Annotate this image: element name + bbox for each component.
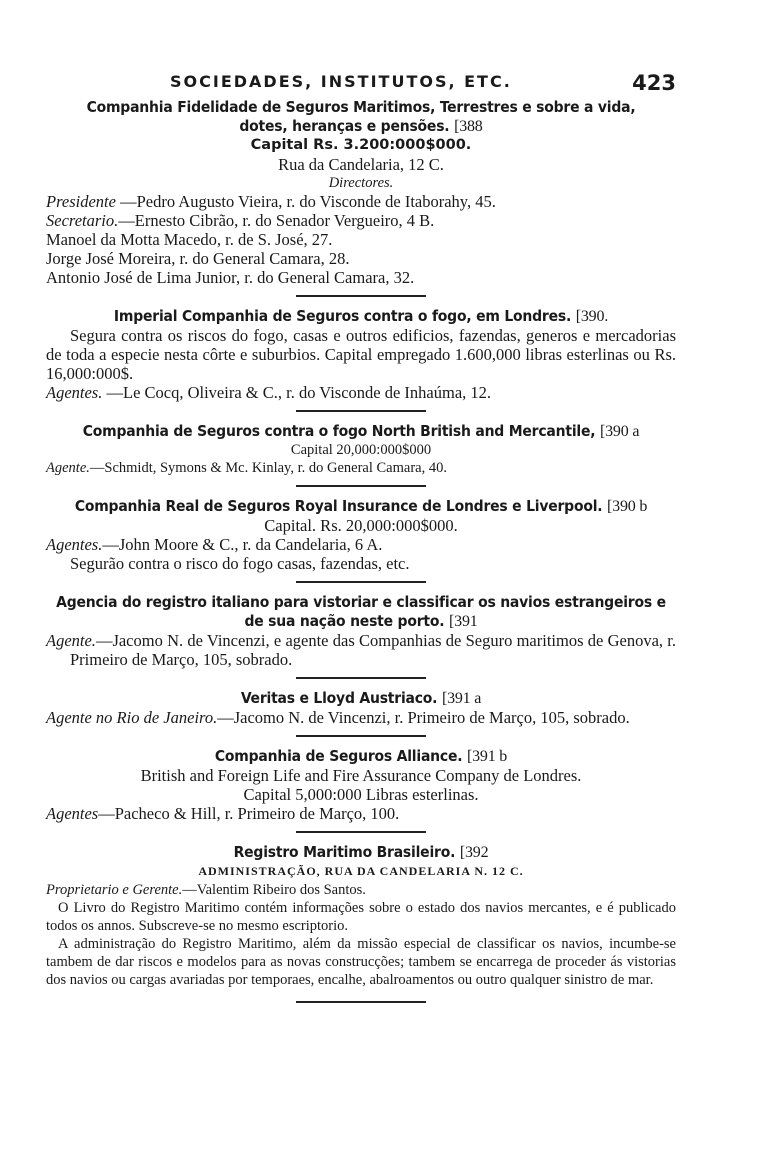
paragraph: A administração do Registro Maritimo, além da missão especial de classificar os navios, incumbe-se tambem de dar riscos e modelos para as novas construcções; tambem se encarrega de proceder ás vistorias dos navios ou cargas avariadas por temporaes, encalhe, abalroamentos ou outro qualquer sinistro de mar.: [46, 936, 676, 988]
section-fidelidade: [46, 98, 676, 287]
section-title: Agencia do registro italiano para vistoriar e classificar os navios estrangeiros e: [56, 593, 666, 611]
address: Rua da Candelaria, 12 C.: [278, 155, 444, 174]
divider: [296, 831, 426, 833]
role-label: Secretario.: [46, 211, 119, 230]
company-line: British and Foreign Life and Fire Assurance Company de Londres.: [140, 766, 582, 785]
section-title-cont: [46, 117, 676, 136]
section-title-cont: [46, 612, 676, 631]
role-label: Agente.: [46, 460, 90, 476]
role-label: Presidente: [46, 192, 116, 211]
section-title-row: [46, 422, 676, 441]
section-title-line: dotes, heranças e pensões.: [239, 117, 450, 135]
member-line: Jorge José Moreira, r. do General Camara, 28.: [46, 249, 350, 268]
entry-ref: [388: [454, 118, 483, 135]
page-number: 423: [632, 71, 676, 95]
agent-line: [46, 631, 676, 669]
section-title-row: [46, 497, 676, 516]
person-entry: —Pedro Augusto Vieira, r. do Visconde de Itaborahy, 45.: [115, 192, 496, 211]
capital: Capital 20,000:000$000: [290, 442, 432, 458]
paragraph: O Livro do Registro Maritimo contém informações sobre o estado dos navios mercantes, e é publicado todos os annos. Subscreve-se no mesmo escriptorio.: [46, 900, 676, 934]
section-title: Companhia Real de Seguros Royal Insurance de Londres e Liverpool.: [74, 497, 603, 515]
role-label: Agente.: [46, 631, 96, 650]
secretary-line: [46, 211, 676, 230]
agents-entry: —John Moore & C., r. da Candelaria, 6 A.: [102, 535, 383, 554]
role-label: Agentes.: [46, 535, 103, 554]
owner-line: [46, 881, 676, 899]
section-title-line: de sua nação neste porto.: [244, 612, 445, 630]
running-title: SOCIEDADES, INSTITUTOS, ETC.: [170, 72, 512, 91]
section-alliance: [46, 747, 676, 823]
agent-entry: —Jacomo N. de Vincenzi, r. Primeiro de Março, 105, sobrado.: [217, 708, 630, 727]
capital: Capital Rs. 3.200:000$000.: [250, 137, 472, 153]
divider: [296, 677, 426, 679]
divider: [296, 295, 426, 297]
section-title-row: [46, 747, 676, 766]
divider: [296, 735, 426, 737]
role-label: Agentes: [46, 804, 99, 823]
document-page: [46, 72, 676, 1013]
owner-entry: —Valentim Ribeiro dos Santos.: [182, 882, 366, 898]
section-registro-italiano: [46, 593, 676, 669]
directors-label: [46, 174, 676, 192]
section-veritas: [46, 689, 676, 727]
running-head: [46, 72, 676, 98]
agent-line: [46, 459, 676, 477]
divider: [296, 485, 426, 487]
divider: [296, 581, 426, 583]
section-title: Imperial Companhia de Seguros contra o fogo, em Londres.: [113, 307, 572, 325]
agents-line: [46, 535, 676, 554]
section-text: Segura contra os riscos do fogo, casas e outros edificios, fazendas, generos e mercadorias de toda a especie nesta côrte e suburbios. Capital empregado 1.600,000 libras esterlinas ou Rs. 16,000:000$.: [46, 326, 676, 383]
section-text: Segurão contra o risco do fogo casas, fazendas, etc.: [70, 554, 410, 573]
agents-line: [46, 804, 676, 823]
section-registro-maritimo: [46, 843, 676, 989]
agents-entry: —Le Cocq, Oliveira & C., r. do Visconde de Inhaúma, 12.: [102, 383, 492, 402]
member-line: Manoel da Motta Macedo, r. de S. José, 27.: [46, 230, 333, 249]
section-title: Companhia Fidelidade de Seguros Maritimos, Terrestres e sobre a vida,: [86, 98, 636, 116]
section-title: Veritas e Lloyd Austriaco.: [240, 689, 438, 707]
president-line: [46, 192, 676, 211]
entry-ref: [391 a: [441, 690, 482, 707]
section-royal-insurance: [46, 497, 676, 573]
section-title: Companhia de Seguros contra o fogo North British and Mercantile,: [82, 422, 596, 440]
role-label: Proprietario e Gerente.: [46, 882, 183, 898]
agent-entry: —Schmidt, Symons & Mc. Kinlay, r. do General Camara, 40.: [89, 460, 447, 476]
entry-ref: [392: [459, 844, 489, 861]
entry-ref: [390 b: [607, 498, 648, 515]
capital: Capital 5,000:000 Libras esterlinas.: [243, 785, 479, 804]
agents-entry: —Pacheco & Hill, r. Primeiro de Março, 100.: [98, 804, 400, 823]
agent-line: [46, 708, 676, 727]
administration-line: ADMINISTRAÇÃO, RUA DA CANDELARIA N. 12 C.: [198, 864, 524, 878]
section-imperial: [46, 307, 676, 402]
entry-ref: [391: [449, 613, 478, 630]
role-label: Agente no Rio de Janeiro.: [46, 708, 218, 727]
directors-label-text: Directores.: [328, 175, 394, 191]
role-label: Agentes.: [46, 383, 103, 402]
section-title-row: [46, 307, 676, 326]
entry-ref: [390.: [575, 308, 609, 325]
section-north-british: [46, 422, 676, 477]
divider: [296, 1001, 426, 1003]
capital: Capital. Rs. 20,000:000$000.: [264, 516, 458, 535]
agent-entry: —Jacomo N. de Vincenzi, e agente das Companhias de Seguro maritimos de Genova, r. Primeiro de Março, 105, sobrado.: [70, 631, 676, 669]
agents-line: [46, 383, 676, 402]
entry-ref: [391 b: [466, 748, 508, 765]
entry-ref: [390 a: [600, 423, 640, 440]
divider: [296, 410, 426, 412]
section-title-row: [46, 689, 676, 708]
person-entry: —Ernesto Cibrão, r. do Senador Vergueiro, 4 B.: [118, 211, 435, 230]
section-title-row: [46, 843, 676, 862]
member-line: Antonio José de Lima Junior, r. do General Camara, 32.: [46, 268, 415, 287]
section-title: Companhia de Seguros Alliance.: [214, 747, 463, 765]
section-title: Registro Maritimo Brasileiro.: [233, 843, 456, 861]
